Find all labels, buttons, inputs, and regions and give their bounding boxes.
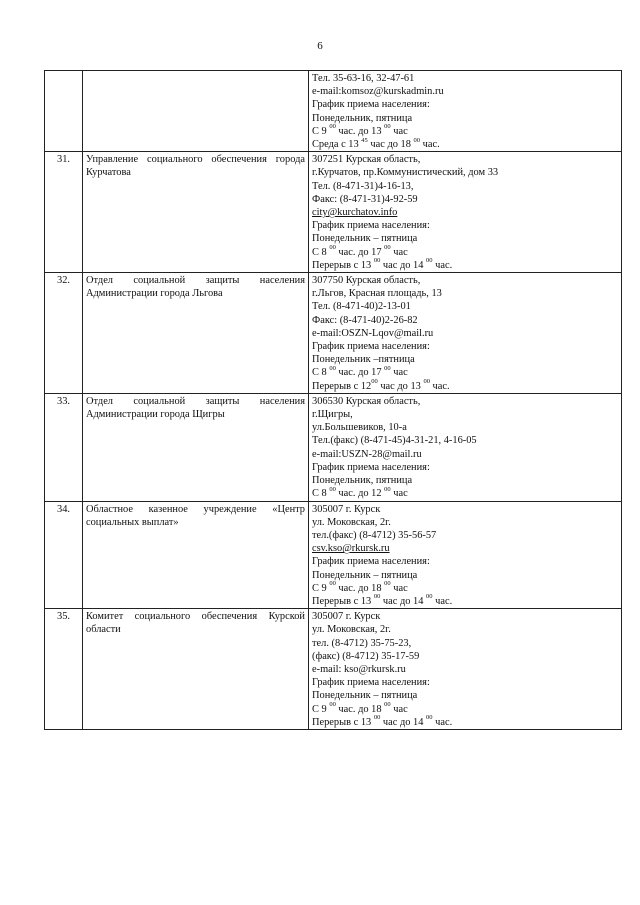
organization-name: Областное казенное учреждение «Центр социальных выплат» xyxy=(83,501,309,609)
contact-info xyxy=(309,609,622,730)
contact-line: тел. (8-4712) 35-75-23, xyxy=(312,637,412,649)
contact-line: Тел. 35-63-16, 32-47-61 xyxy=(312,73,415,84)
contact-line: С 8 $^{00}$ час. до 17 $^{00}$ час xyxy=(312,365,408,379)
contact-line: Перерыв с $12^{00}$ час до 13 $^{00}$ час. xyxy=(312,378,450,392)
table-row xyxy=(45,501,622,609)
contact-line: 305007 г. Курск xyxy=(312,611,381,623)
email-link[interactable]: csv.kso@rkursk.ru xyxy=(312,543,390,555)
row-number: 32. xyxy=(57,275,70,287)
organization-name xyxy=(83,71,309,152)
organization-name: Комитет социального обеспечения Курской области xyxy=(83,609,309,730)
agencies-table xyxy=(44,70,622,730)
table-row xyxy=(45,609,622,730)
organization-name: Отдел социальной защиты населения Администрации города Льгова xyxy=(83,273,309,394)
contact-line: С 8 $^{00}$ час. до 12 $^{00}$ час xyxy=(312,485,408,500)
row-number-cell xyxy=(45,393,83,501)
contact-line: С 9 $^{00}$ час. до 18 $^{00}$ час xyxy=(312,580,408,594)
contact-line: Тел.(факс) (8-471-45)4-31-21, 4-16-05 xyxy=(312,435,477,447)
contact-line: г.Льгов, Красная площадь, 13 xyxy=(312,288,442,300)
agencies-table-body xyxy=(45,71,622,730)
contact-line: Понедельник – пятница xyxy=(312,233,418,245)
contact-line: г.Щигры, xyxy=(312,409,353,421)
contact-info xyxy=(309,273,622,394)
contact-line: e-mail:USZN-28@mail.ru xyxy=(312,448,422,460)
organization-name: Управление социального обеспечения города Курчатова xyxy=(83,152,309,273)
contact-line: График приема населения: xyxy=(312,220,430,232)
contact-line: Понедельник – пятница xyxy=(312,569,418,581)
contact-line: График приема населения: xyxy=(312,556,430,568)
contact-line: График приема населения: xyxy=(312,461,430,473)
contact-line: Понедельник –пятница xyxy=(312,354,415,366)
contact-line: Перерыв с 13 $^{00}$ час до 14 $^{00}$ час. xyxy=(312,593,453,607)
contact-line: Понедельник, пятница xyxy=(312,475,413,487)
contact-line: 306530 Курская область, xyxy=(312,395,421,407)
contact-line: e-mail: kso@rkursk.ru xyxy=(312,663,406,675)
contact-line: ул. Моковская, 2г. xyxy=(312,516,391,528)
row-number-cell xyxy=(45,152,83,273)
row-number: 35. xyxy=(57,611,70,623)
contact-line: 307750 Курская область, xyxy=(312,275,421,287)
contact-line: г.Курчатов, пр.Коммунистический, дом 33 xyxy=(312,167,499,179)
contact-line: 307251 Курская область, xyxy=(312,154,421,166)
contact-line: Тел. (8-471-31)4-16-13, xyxy=(312,180,414,192)
contact-info xyxy=(309,152,622,273)
contact-line: (факс) (8-4712) 35-17-59 xyxy=(312,650,420,662)
row-number-cell xyxy=(45,501,83,609)
contact-line: Понедельник – пятница xyxy=(312,690,418,702)
contact-line: Факс: (8-471-31)4-92-59 xyxy=(312,193,418,205)
contact-line: Тел. (8-471-40)2-13-01 xyxy=(312,301,411,313)
contact-line: тел.(факс) (8-4712) 35-56-57 xyxy=(312,529,437,541)
contact-line: С 9 $^{00}$ час. до 18 $^{00}$ час xyxy=(312,701,408,715)
contact-line: ул. Моковская, 2г. xyxy=(312,624,391,636)
contact-line: Факс: (8-471-40)2-26-82 xyxy=(312,314,418,326)
contact-line: e-mail:OSZN-Lqov@mail.ru xyxy=(312,327,434,339)
contact-line: Перерыв с 13 $^{00}$ час до 14 $^{00}$ час. xyxy=(312,714,453,728)
contact-line: С 9 $^{00}$ час. до 13 $^{00}$ час xyxy=(312,123,408,137)
contact-info xyxy=(309,501,622,609)
table-row xyxy=(45,273,622,394)
row-number: 31. xyxy=(57,154,70,166)
contact-line: 305007 г. Курск xyxy=(312,503,381,515)
contact-line: График приема населения: xyxy=(312,677,430,689)
contact-line: Понедельник, пятница xyxy=(312,112,413,124)
row-number-cell xyxy=(45,609,83,730)
contact-line: e-mail:komsoz@kurskadmin.ru xyxy=(312,86,444,98)
organization-name: Отдел социальной защиты населения Администрации города Щигры xyxy=(83,393,309,501)
contact-line: С 8 $^{00}$ час. до 17 $^{00}$ час xyxy=(312,244,408,258)
page-number: 6 xyxy=(317,40,323,52)
contact-line: ул.Большевиков, 10-а xyxy=(312,422,407,434)
contact-line: Перерыв с 13 $^{00}$ час до 14 $^{00}$ час. xyxy=(312,257,453,271)
table-row xyxy=(45,71,622,152)
contact-info xyxy=(309,71,622,152)
row-number: 34. xyxy=(57,503,70,515)
row-number: 33. xyxy=(57,395,70,407)
table-row xyxy=(45,152,622,273)
contact-line: Среда с 13 $^{45}$ час до 18 $^{00}$ час. xyxy=(312,136,440,151)
contact-line: График приема населения: xyxy=(312,99,430,111)
row-number-cell xyxy=(45,71,83,152)
row-number-cell xyxy=(45,273,83,394)
email-link[interactable]: city@kurchatov.info xyxy=(312,207,398,219)
table-row xyxy=(45,393,622,501)
contact-info xyxy=(309,393,622,501)
contact-line: График приема населения: xyxy=(312,341,430,353)
